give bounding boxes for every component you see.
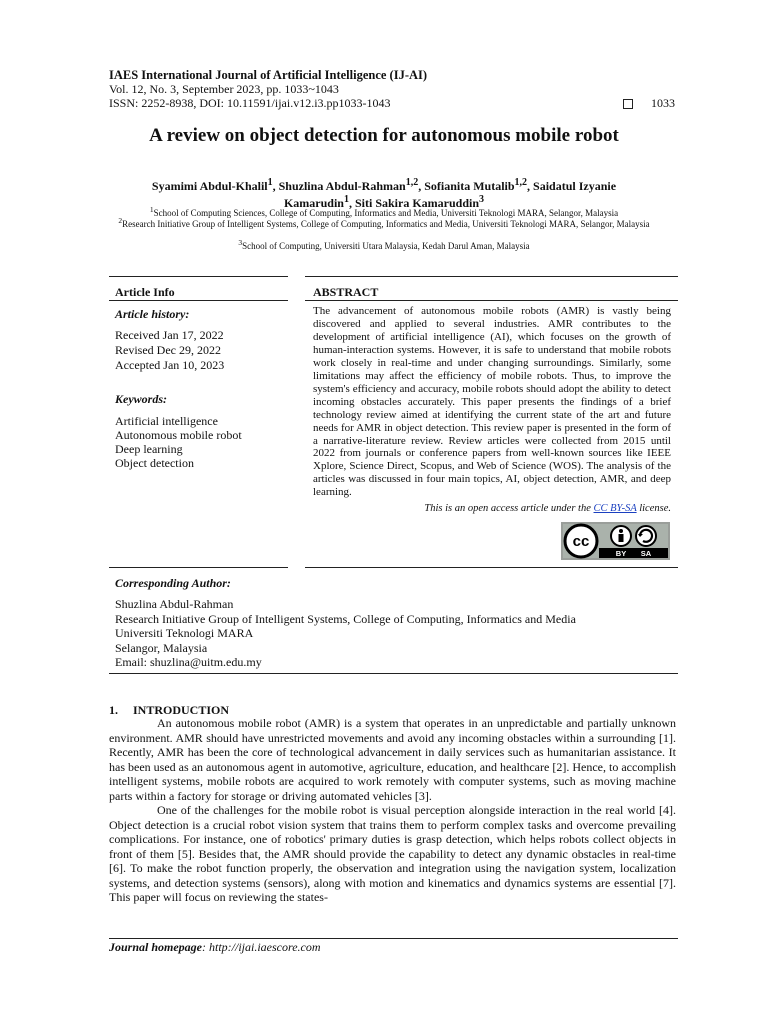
oa-prefix: This is an open access article under the [424,503,594,514]
author-name: Shuzlina Abdul-Rahman [278,179,406,193]
keyword-item: Object detection [115,456,194,470]
affiliation-2 [110,215,658,230]
received-date: Received Jan 17, 2022 [115,328,224,342]
accepted-date: Accepted Jan 10, 2023 [115,358,225,372]
intro-heading: 1. INTRODUCTION [109,703,230,717]
author-name: Saidatul Izyanie Kamarudin [283,179,617,210]
cc-text: cc [572,533,590,550]
footer-label: Journal homepage [109,940,203,954]
author-name: Syamimi Abdul-Khalil [151,179,268,193]
corr-email: Email: shuzlina@uitm.edu.my [115,655,262,670]
history-heading: Article history: [115,307,190,321]
intro-paragraph-2: One of the challenges for the mobile robot is visual perception alongside interaction in the real world [4]. Object detection is a crucial robot vision system that trains them to perform complex tasks and overcome prevailing complications. For instance, one of robotics' primary duties is grasp detection, which helps robots collect objects in front of them [5]. Besides that, the AMR should provide the capability to detect any dynamic obstacles in real-time [6]. To make the robot function properly, the observation and integration using the navigation system, localization systems, and detection systems (sensors), along with motion and kinematics and dynamics systems are essential [7]. This paper will focus on reviewing the states- [109,803,676,904]
aff-sup: 2 [118,216,123,225]
corresponding-heading: Corresponding Author: [115,576,231,590]
square-icon [623,99,633,109]
intro-paragraph-1: An autonomous mobile robot (AMR) is a system that operates in an unpredictable and partially unknown environment. AMR should have unrestricted movements and avoid any incoming obstacles within a surrounding [1]. Recently, AMR has been the core of technological advancement in daily services such as humanitarian assistance. It has been used as an autonomous agent in automotive, agriculture, education, and healthcare [2]. Hence, to accomplish intelligent systems, mobile robots are acquired to work remotely with computer systems, such as moving machine parts within a factory for storage or driving automated vehicles [3]. [109,716,676,803]
author-sup: 1,2 [405,177,419,188]
article-info-heading: Article Info [115,285,175,299]
aff-text: Research Initiative Group of Intelligent Systems, College of Computing, Informatics and Media, Universiti Teknologi MARA, Selangor, Malaysia [122,219,650,229]
intro-body [109,716,676,905]
aff-sup: 1 [149,205,154,214]
issn-doi: ISSN: 2252-8938, DOI: 10.11591/ijai.v12.i3.pp1033-1043 [109,96,391,110]
cc-license-badge-icon[interactable] [561,522,670,560]
author-name: Siti Sakira Kamaruddin [354,196,480,210]
journal-name: IAES International Journal of Artificial Intelligence (IJ-AI) [109,68,428,82]
footer-url[interactable]: http://ijai.iaescore.com [209,940,321,954]
by-text: BY [615,549,627,558]
author-name: Sofianita Mutalib [424,179,515,193]
sa-text: SA [640,549,652,558]
abstract-bottom-rule [305,567,678,568]
abstract-rule [305,300,678,301]
keyword-item: Deep learning [115,442,183,456]
footer-rule [109,938,678,939]
info-bottom-rule [109,567,288,568]
corr-university: Universiti Teknologi MARA [115,626,254,641]
affiliation-3 [110,237,658,252]
keyword-item: Autonomous mobile robot [115,428,242,442]
top-rule-left [109,276,288,277]
info-rule [109,300,288,301]
keywords-heading: Keywords: [115,392,167,406]
top-rule-right [305,276,678,277]
page-number: 1033 [651,96,675,110]
aff-text: School of Computing, Universiti Utara Malaysia, Kedah Darul Aman, Malaysia [242,241,530,251]
oa-suffix: license. [636,503,671,514]
open-access-note [313,503,671,514]
abstract-heading: ABSTRACT [313,285,379,299]
volume-info: Vol. 12, No. 3, September 2023, pp. 1033~1043 [109,82,339,96]
footer-sep: : [202,940,210,954]
journal-homepage [109,940,321,955]
corr-location: Selangor, Malaysia [115,640,208,655]
corresponding-block [115,597,576,670]
corr-bottom-rule [109,673,678,674]
abstract-text: The advancement of autonomous mobile robots (AMR) is vastly being discovered and applied to several industries. AMR contributes to the development of artificial intelligence (AI), which focuses on the growth of human-interaction systems. However, it is safe to understand that mobile robots work closely in real-time and under changing surroundings. Similarly, some limitations may affect the efficiency of mobile robots. Thus, to improve the system's efficiency and accuracy, mobile robots should adopt the ability to detect incoming obstacles accurately. This paper presents the findings of a brief technology review aimed at identifying the current state of the art and future needs for AMR in object detection. This review paper is presented in the form of a narrative-literature review. Review articles were collected from 2015 until 2022 from journals or conference papers from well-known sources like IEEE Xplore, Science Direct, Scopus, and Web of Science (WOS). The analysis of the articles was discussed in four main topics, AI, object detection, AMR, and deep learning. [313,305,671,499]
corr-name: Shuzlina Abdul-Rahman [115,597,234,611]
author-sup: 1,2 [514,177,528,188]
author-sup: 1 [267,177,273,188]
author-sup: 3 [479,194,485,205]
paper-title: A review on object detection for autonomous mobile robot [149,125,619,146]
aff-sup: 3 [238,238,243,247]
author-list: Syamimi Abdul-Khalil$^1$, Shuzlina Abdul-Rahman$^{1,2}$, Sofianita Mutalib$^{1,2}$, Saidatul Izyanie Kamarudin$^1$, Siti Sakira Kamaruddin$^3$ [151,177,617,210]
keyword-item: Artificial intelligence [115,414,218,428]
revised-date: Revised Dec 29, 2022 [115,343,221,357]
author-sup: 1 [343,194,349,205]
corr-org: Research Initiative Group of Intelligent Systems, College of Computing, Informatics and Media [115,611,576,626]
aff-text: School of Computing Sciences, College of Computing, Informatics and Media, Universiti Teknologi MARA, Selangor, Malaysia [153,208,619,218]
license-link[interactable]: CC BY-SA [593,503,637,514]
